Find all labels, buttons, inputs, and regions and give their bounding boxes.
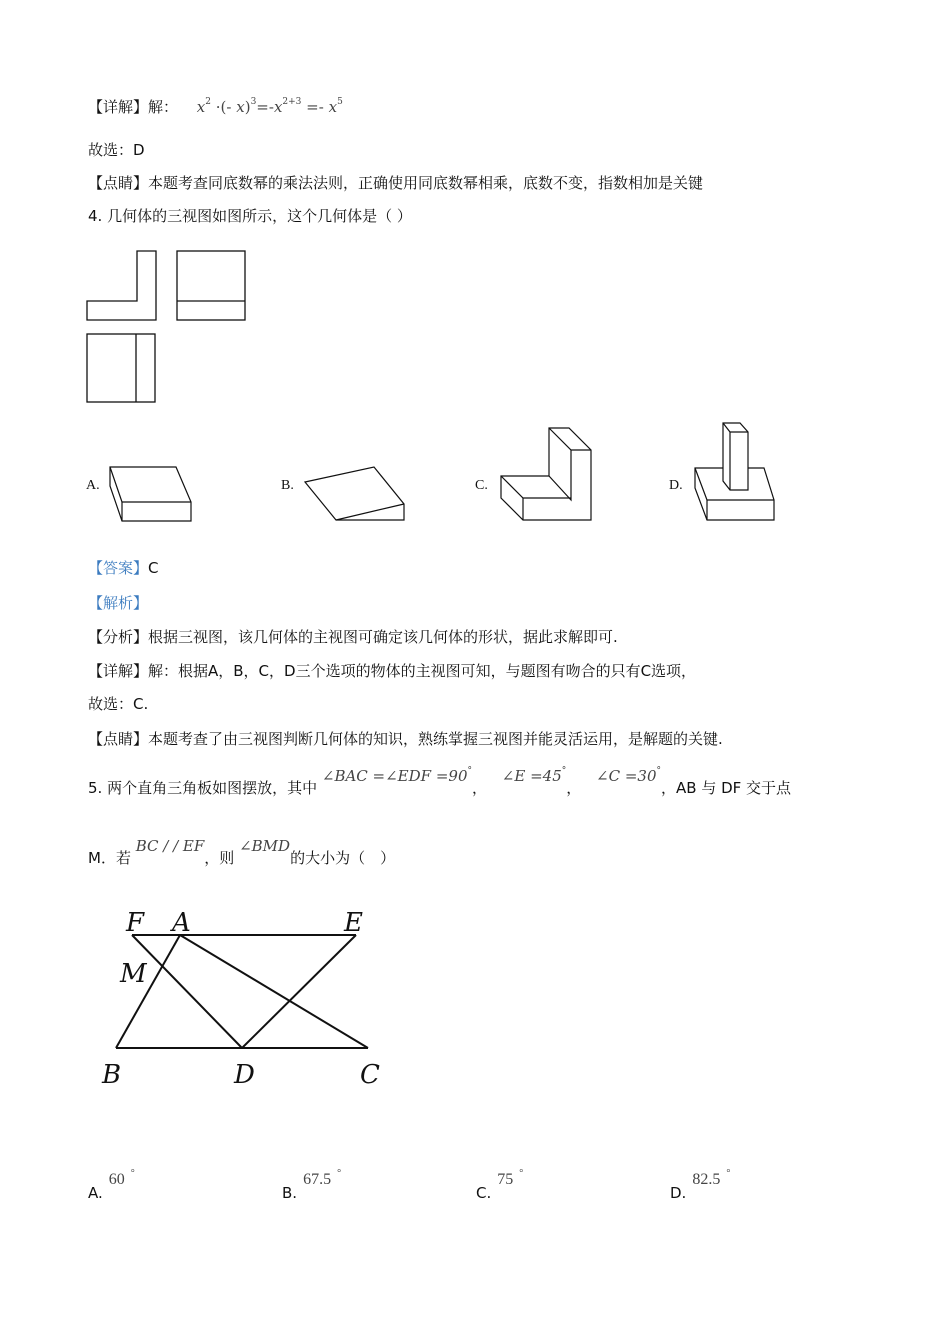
point-a: A	[172, 908, 191, 938]
q4-option-a-label: A.	[86, 478, 100, 493]
q5-option-d[interactable]: D.82.5 °	[670, 1168, 731, 1202]
q3-detail-label: 【详解】解：	[88, 98, 179, 116]
point-d: D	[234, 1060, 255, 1090]
point-b: B	[102, 1060, 122, 1090]
cond-angle-c: ∠C =30°	[596, 766, 662, 785]
target-angle: ∠BMD	[239, 837, 291, 855]
q4-option-c-label: C.	[475, 478, 488, 493]
option-b-solid	[302, 464, 408, 524]
top-view	[87, 334, 155, 402]
answer-value: C	[148, 559, 159, 577]
q4-detail: 【详解】解：根据A，B，C，D三个选项的物体的主视图可知，与题图有吻合的只有C选项，	[88, 662, 697, 680]
point-e: E	[344, 908, 363, 938]
q4-question: 4. 几何体的三视图如图所示，这个几何体是（ ）	[88, 207, 412, 225]
q5-line1: 5. 两个直角三角板如图摆放，其中 ∠BAC =∠EDF =90°， ∠E =45°， ∠C =30°，AB 与 DF 交于点	[88, 766, 792, 797]
q4-analysis: 【分析】根据三视图，该几何体的主视图可确定该几何体的形状，据此求解即可.	[88, 628, 618, 646]
q4-answer	[88, 558, 159, 578]
q5-line2: M．若 BC / / EF，则 ∠BMD的大小为（ ）	[88, 837, 396, 867]
q4-comment: 【点睛】本题考查了由三视图判断几何体的知识，熟练掌握三视图并能灵活运用，是解题的关键.	[88, 730, 723, 748]
q3-detail	[88, 92, 343, 117]
q5-option-a[interactable]: A.60 °	[88, 1168, 135, 1202]
q3-choice: 故选：D	[88, 141, 145, 159]
q5-option-c[interactable]: C.75 °	[476, 1168, 524, 1202]
option-a-solid	[108, 464, 194, 524]
option-c-solid	[497, 426, 595, 524]
triangles-figure	[98, 900, 388, 1090]
point-m: M	[120, 959, 147, 989]
q5-option-b[interactable]: B.67.5 °	[282, 1168, 342, 1202]
answer-tag: 【答案】	[88, 559, 149, 577]
point-c: C	[360, 1060, 380, 1090]
q3-formula: $x^2$ ·(- $x)^3=-x^{2+3} =- x^5$	[196, 97, 343, 116]
front-view	[87, 251, 156, 320]
option-d-solid	[692, 420, 778, 524]
side-view	[177, 251, 245, 320]
cond-angle-right: ∠BAC =∠EDF =90°	[321, 766, 472, 785]
q4-choice: 故选：C.	[88, 695, 149, 713]
cond-angle-e: ∠E =45°	[501, 766, 567, 785]
three-views-figure	[86, 250, 248, 404]
analysis-tag: 【解析】	[88, 594, 149, 612]
q4-option-b-label: B.	[281, 478, 294, 493]
q3-comment: 【点睛】本题考查同底数幂的乘法法则，正确使用同底数幂相乘，底数不变，指数相加是关键	[88, 174, 704, 192]
q4-option-d-label: D.	[669, 478, 683, 493]
point-f: F	[126, 908, 145, 938]
cond-parallel: BC / / EF	[135, 837, 205, 855]
